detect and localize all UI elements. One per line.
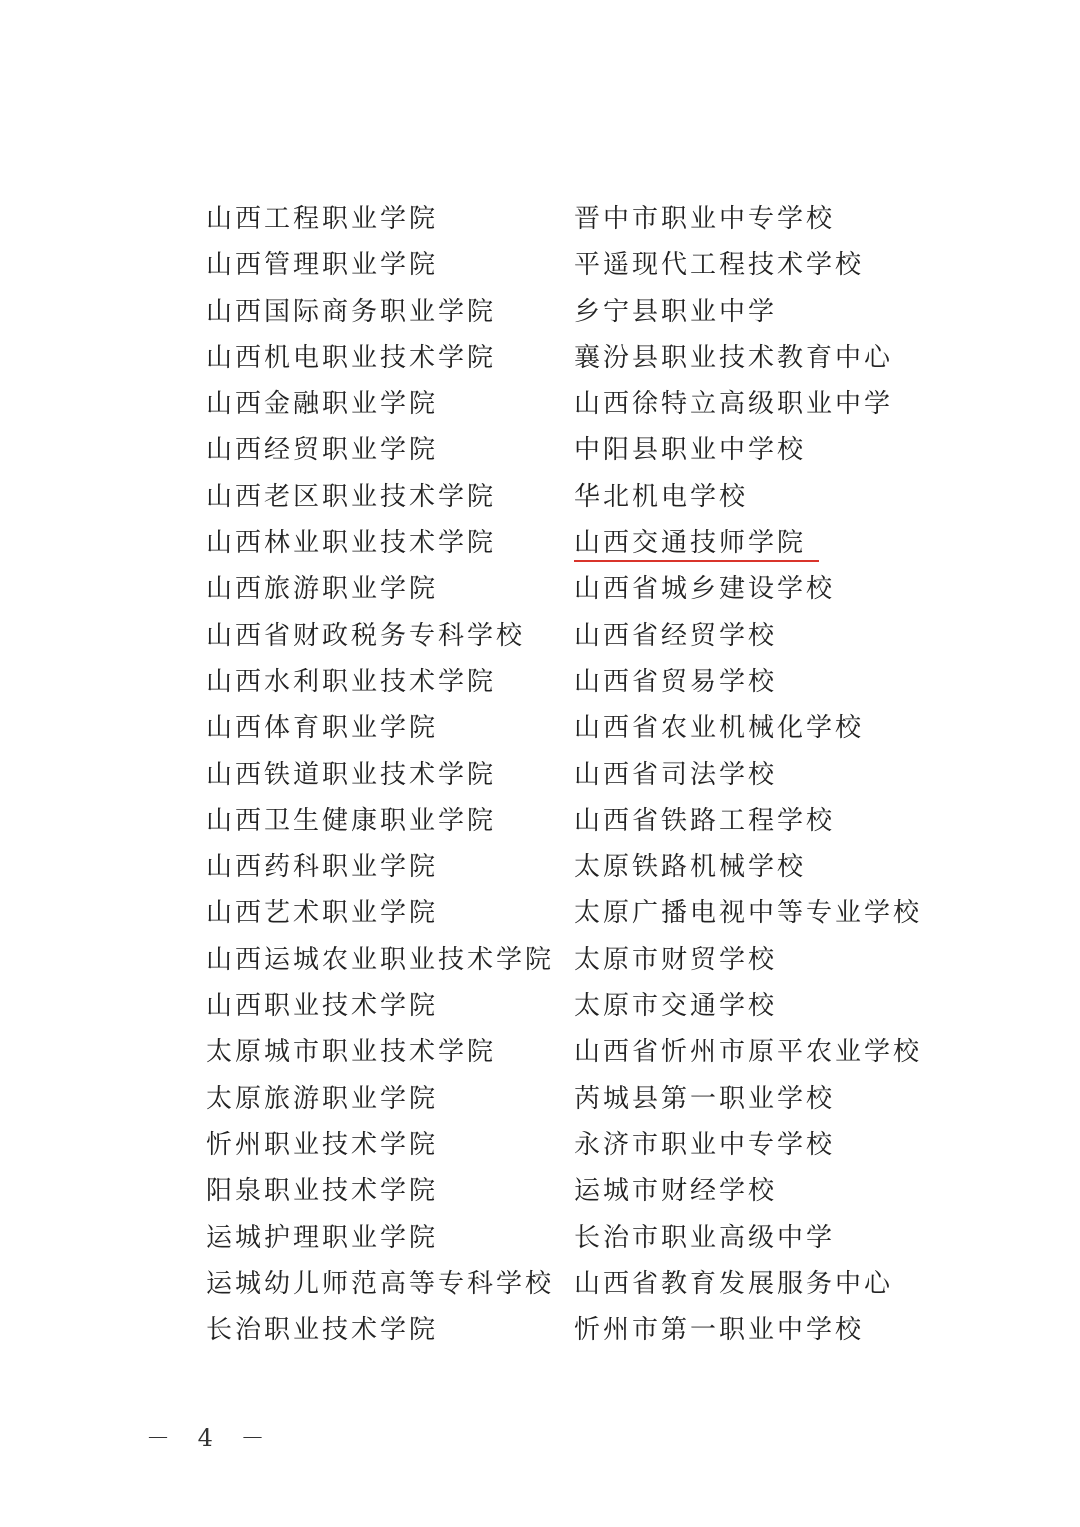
highlighted-list-item <box>574 520 922 566</box>
list-item: 山西省经贸学校 <box>574 620 778 651</box>
list-item: 太原市交通学校 <box>574 991 778 1022</box>
list-item: 山西职业技术学院 <box>206 991 439 1022</box>
list-item: 山西省贸易学校 <box>574 666 778 697</box>
list-item: 长治市职业高级中学 <box>574 1222 836 1253</box>
list-item: 忻州市第一职业中学校 <box>574 1315 865 1346</box>
list-item: 太原铁路机械学校 <box>574 852 807 883</box>
list-item: 襄汾县职业技术教育中心 <box>574 342 894 373</box>
list-item: 山西省财政税务专科学校 <box>206 620 526 651</box>
highlighted-item-label: 山西交通技师学院 <box>574 528 807 559</box>
list-item: 山西国际商务职业学院 <box>206 296 497 327</box>
list-item: 山西药科职业学院 <box>206 852 439 883</box>
list-item: 太原旅游职业学院 <box>206 1083 439 1114</box>
list-item: 运城幼儿师范高等专科学校 <box>206 1268 555 1299</box>
list-item: 山西机电职业技术学院 <box>206 342 497 373</box>
list-item: 山西工程职业学院 <box>206 204 439 234</box>
list-item: 山西艺术职业学院 <box>206 898 439 929</box>
list-item: 阳泉职业技术学院 <box>206 1176 439 1207</box>
list-item: 忻州职业技术学院 <box>206 1129 439 1160</box>
list-item: 乡宁县职业中学 <box>574 296 778 327</box>
list-item: 山西老区职业技术学院 <box>206 481 497 512</box>
list-item: 山西卫生健康职业学院 <box>206 805 497 836</box>
list-item: 山西省城乡建设学校 <box>574 574 836 605</box>
list-item: 太原市财贸学校 <box>574 944 778 975</box>
list-item: 山西经贸职业学院 <box>206 435 439 466</box>
list-item: 山西省教育发展服务中心 <box>574 1268 894 1299</box>
list-item: 中阳县职业中学校 <box>574 435 807 466</box>
list-item: 运城护理职业学院 <box>206 1222 439 1253</box>
list-item: 运城市财经学校 <box>574 1176 778 1207</box>
list-item: 平遥现代工程技术学校 <box>574 250 865 281</box>
list-item: 山西省农业机械化学校 <box>574 713 865 744</box>
left-school-list <box>206 196 554 1353</box>
list-item: 华北机电学校 <box>574 481 749 512</box>
right-school-list <box>574 196 922 1353</box>
list-item: 晋中市职业中专学校 <box>574 204 836 234</box>
list-item: 永济市职业中专学校 <box>574 1129 836 1160</box>
list-item: 山西省铁路工程学校 <box>574 805 836 836</box>
page-number: － 4 － <box>146 1424 275 1452</box>
list-item: 长治职业技术学院 <box>206 1315 439 1346</box>
list-item: 山西徐特立高级职业中学 <box>574 389 894 420</box>
highlighted-item-text <box>574 520 806 566</box>
list-item: 山西水利职业技术学院 <box>206 666 497 697</box>
list-item: 山西金融职业学院 <box>206 389 439 420</box>
list-item: 太原城市职业技术学院 <box>206 1037 497 1068</box>
list-item: 山西运城农业职业技术学院 <box>206 944 555 975</box>
list-item: 山西体育职业学院 <box>206 713 439 744</box>
list-item: 山西林业职业技术学院 <box>206 528 497 559</box>
list-item: 山西管理职业学院 <box>206 250 439 281</box>
list-item: 山西旅游职业学院 <box>206 574 439 605</box>
list-item: 芮城县第一职业学校 <box>574 1083 836 1114</box>
list-item: 山西省忻州市原平农业学校 <box>574 1037 923 1068</box>
red-underline <box>574 560 819 562</box>
list-item: 太原广播电视中等专业学校 <box>574 898 923 929</box>
list-item: 山西省司法学校 <box>574 759 778 790</box>
list-item: 山西铁道职业技术学院 <box>206 759 497 790</box>
